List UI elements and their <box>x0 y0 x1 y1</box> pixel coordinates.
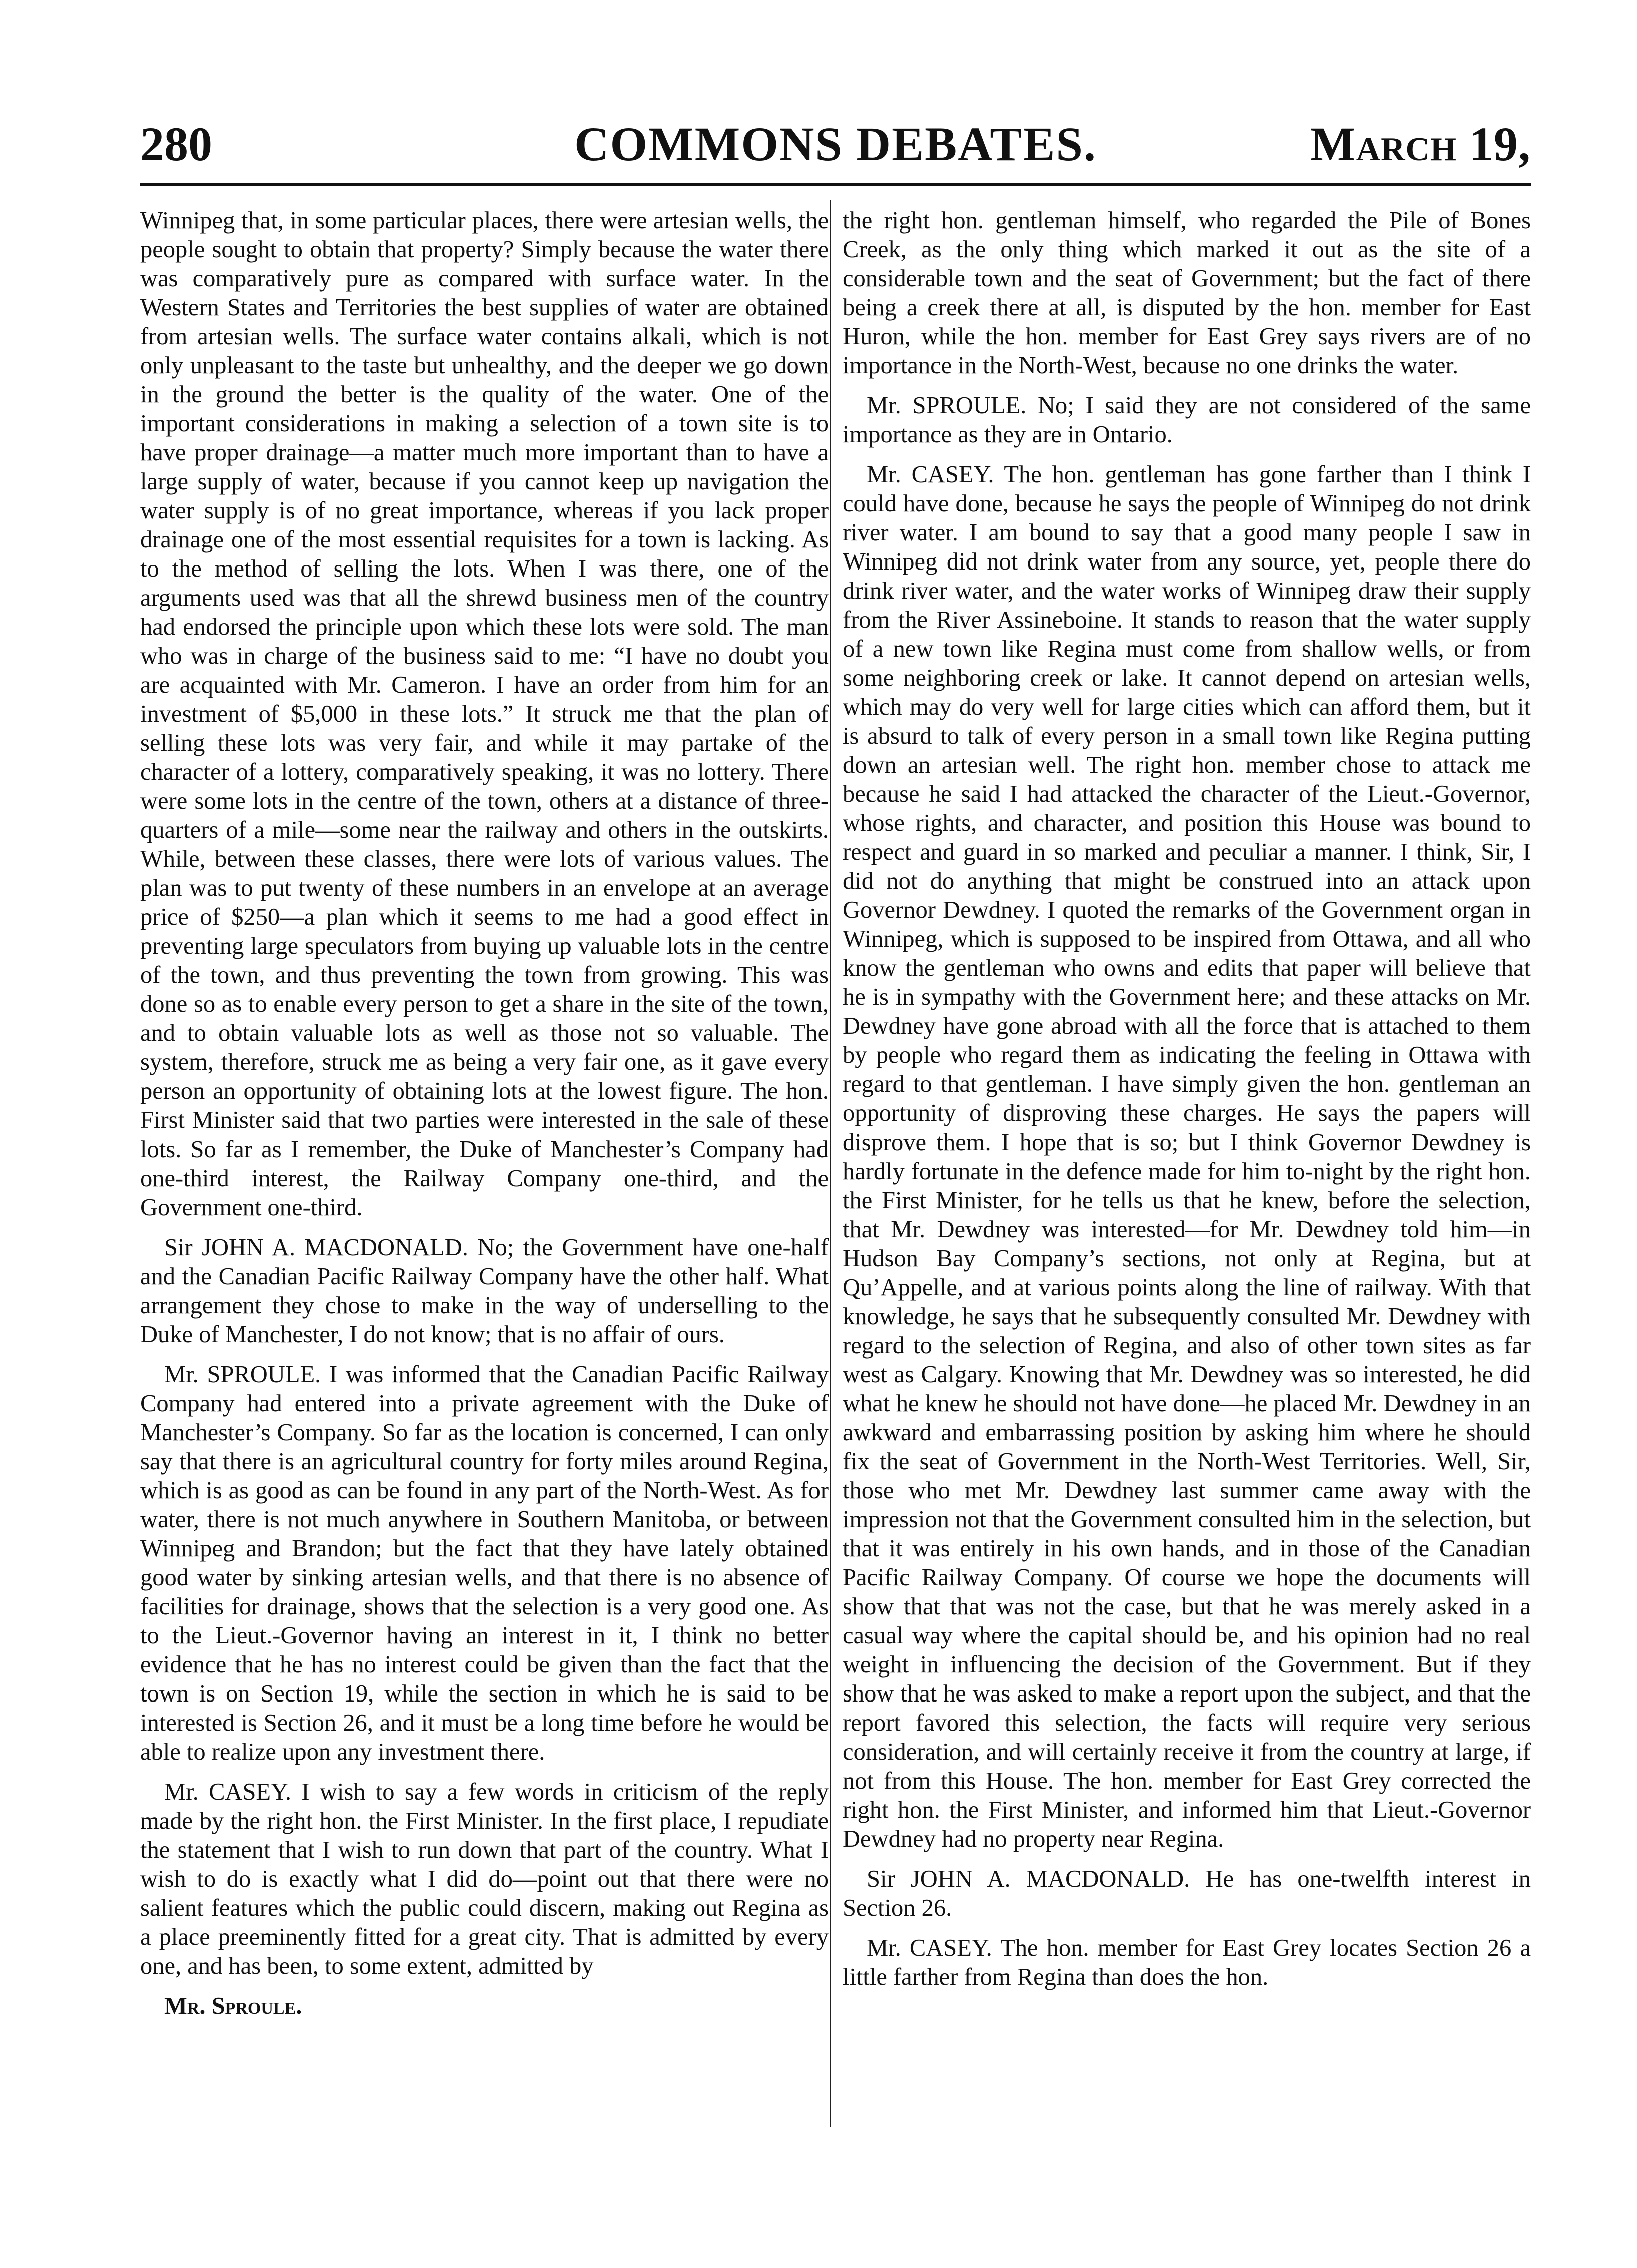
left-paragraph-3: Mr. SPROULE. I was informed that the Canadian Pacific Railway Company had entered into a private agreement with the Duke of Manchester’s Company. So far as the location is concerned, I can only say that there is an agricultural country for forty miles around Regina, which is as good as can be found in any part of the North-West. As for water, there is not much anywhere in Southern Manitoba, or between Winnipeg and Brandon; but the fact that they have lately obtained good water by sinking artesian wells, and that there is no absence of facilities for drainage, shows that the selection is a very good one. As to the Lieut.-Governor having an interest in it, I think no better evidence that he has no interest could be given than the fact that the town is on Section 19, while the section in which he is said to be interested is Section 26, and it must be a long time before he would be able to realize upon any investment there. <box>140 1361 829 1765</box>
header-rule <box>140 183 1531 186</box>
left-paragraph-1: Winnipeg that, in some particular places, there were artesian wells, the people sought to obtain that property? Simply because the water there was comparatively pure as compared with surface water. In the Western States and Territories the best supplies of water are obtained from artesian wells. The surface water contains alkali, which is not only unpleasant to the taste but unhealthy, and the deeper we go down in the ground the better is the quality of the water. One of the important considerations in making a selection of a town site is to have proper drainage—a matter much more important than to have a large supply of water, because if you cannot keep up navigation the water supply is of no great importance, whereas if you lack proper drainage one of the most essential requisites for a town is lacking. As to the method of selling the lots. When I was there, one of the arguments used was that all the shrewd business men of the country had endorsed the principle upon which these lots were sold. The man who was in charge of the business said to me: “I have no doubt you are acquainted with Mr. Cameron. I have an order from him for an investment of $5,000 in these lots.” It struck me that the plan of selling these lots was very fair, and while it may partake of the character of a lottery, comparatively speaking, it was no lottery. There were some lots in the centre of the town, others at a distance of three-quarters of a mile—some near the railway and others in the outskirts. While, between these classes, there were lots of various values. The plan was to put twenty of these numbers in an envelope at an average price of $250—a plan which it seems to me had a good effect in preventing large speculators from buying up valuable lots in the centre of the town, and thus preventing the town from growing. This was done so as to enable every person to get a share in the site of the town, and to obtain valuable lots as well as those not so valuable. The system, therefore, struck me as being a very fair one, as it gave every person an opportunity of obtaining lots at the lowest figure. The hon. First Minister said that two parties were interested in the sale of these lots. So far as I remember, the Duke of Manchester’s Company had one-third interest, the Railway Company one-third, and the Government one-third. <box>140 207 829 1221</box>
left-paragraph-2: Sir JOHN A. MACDONALD. No; the Government have one-half and the Canadian Pacific Railway Company have the other half. What arrangement they chose to make in the way of underselling to the Duke of Manchester, I do not know; that is no affair of ours. <box>140 1234 829 1348</box>
right-paragraph-5: Mr. CASEY. The hon. member for East Grey locates Section 26 a little farther from Regina than does the hon. <box>843 1935 1531 1990</box>
left-paragraph-4: Mr. CASEY. I wish to say a few words in criticism of the reply made by the right hon. the First Minister. In the first place, I repudiate the statement that I wish to run down that part of the country. What I wish to do is exactly what I did do—point out that there were no salient features which the public could discern, making out Regina as a place preeminently fitted for a great city. That is admitted by every one, and has been, to some extent, admitted by <box>140 1779 829 1979</box>
right-paragraph-3: Mr. CASEY. The hon. gentleman has gone farther than I think I could have done, because he says the people of Winnipeg do not drink river water. I am bound to say that a good many people I saw in Winnipeg did not drink water from any source, yet, people there do drink river water, and the water works of Winnipeg draw their supply from the River Assineboine. It stands to reason that the water supply of a new town like Regina must come from shallow wells, or from some neighboring creek or lake. It cannot depend on artesian wells, which may do very well for large cities which can afford them, but it is absurd to talk of every person in a small town like Regina putting down an artesian well. The right hon. member chose to attack me because he said I had attacked the character of the Lieut.-Governor, whose rights, and character, and position this House was bound to respect and guard in so marked and peculiar a manner. I think, Sir, I did not do anything that might be construed into an attack upon Governor Dewdney. I quoted the remarks of the Government organ in Winnipeg, which is supposed to be inspired from Ottawa, and all who know the gentleman who owns and edits that paper will believe that he is in sympathy with the Government here; and these attacks on Mr. Dewdney have gone abroad with all the force that is attached to them by people who regard them as indicating the feeling in Ottawa with regard to that gentleman. I have simply given the hon. gentleman an opportunity of disproving these charges. He says the papers will disprove them. I hope that is so; but I think Governor Dewdney is hardly fortunate in the defence made for him to-night by the right hon. the First Minister, for he tells us that he knew, before the selection, that Mr. Dewdney was interested—for Mr. Dewdney told him—in Hudson Bay Company’s sections, not only at Regina, but at Qu’Appelle, and at various points along the line of railway. With that knowledge, he says that he subsequently consulted Mr. Dewdney with regard to the selection of Regina, and also of other town sites as far west as Calgary. Knowing that Mr. Dewdney was so interested, he did what he knew he should not have done—he placed Mr. Dewdney in an awkward and embarrassing position by asking him where he should fix the seat of Government in the North-West Territories. Well, Sir, those who met Mr. Dewdney last summer came away with the impression not that the Government consulted him in the selection, but that it was entirely in his own hands, and in those of the Canadian Pacific Railway Company. Of course we hope the documents will show that that was not the case, but that he was merely asked in a casual way where the capital should be, and his opinion had no real weight in influencing the decision of the Government. But if they show that he was asked to make a report upon the subject, and that the report favored this selection, the facts will require very serious consideration, and will certainly receive it from the country at large, if not from this House. The hon. member for East Grey corrected the right hon. the First Minister, and informed him that Lieut.-Governor Dewdney had no property near Regina. <box>843 461 1531 1852</box>
right-column <box>843 206 1531 2003</box>
page-date: March 19, <box>1310 117 1531 171</box>
right-paragraph-4: Sir JOHN A. MACDONALD. He has one-twelfth interest in Section 26. <box>843 1866 1531 1921</box>
right-paragraph-1: the right hon. gentleman himself, who regarded the Pile of Bones Creek, as the only thing which marked it out as the site of a considerable town and the seat of Government; but the fact of there being a creek there at all, is disputed by the hon. member for East Huron, while the hon. member for East Grey says rivers are of no importance in the North-West, because no one drinks the water. <box>843 207 1531 379</box>
page-number: 280 <box>140 117 212 171</box>
page-title: COMMONS DEBATES. <box>574 117 1097 171</box>
right-paragraph-2: Mr. SPROULE. No; I said they are not considered of the same importance as they are in Ontario. <box>843 392 1531 448</box>
page-header <box>140 116 1531 176</box>
footer-speaker-note: Mr. Sproule. <box>164 1993 302 2019</box>
column-divider <box>830 200 831 2127</box>
left-column <box>140 206 829 2021</box>
